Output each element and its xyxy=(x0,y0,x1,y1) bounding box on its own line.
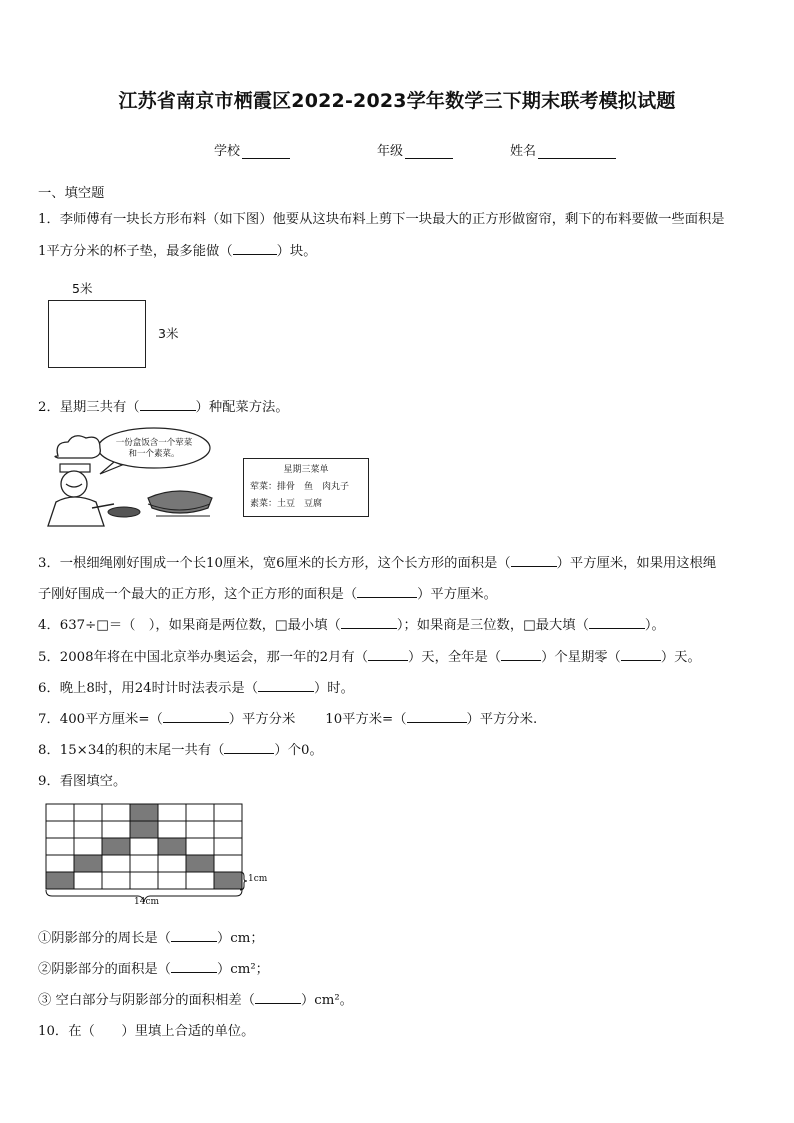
q7-blank-2[interactable] xyxy=(407,710,467,723)
q6-line xyxy=(38,677,354,696)
q6-answer-blank[interactable] xyxy=(258,679,314,692)
grid-cell xyxy=(74,838,102,855)
q7-line xyxy=(38,708,537,727)
q9-perimeter-blank[interactable] xyxy=(171,929,217,942)
q2-text-a: 2．星期三共有（ xyxy=(38,400,140,415)
grid-cell xyxy=(46,804,74,821)
grid-cell xyxy=(186,872,214,889)
q9-difference-blank[interactable] xyxy=(255,991,301,1004)
grade-blank[interactable] xyxy=(405,144,453,159)
school-label: 学校 xyxy=(214,144,241,159)
q4-line xyxy=(38,614,665,633)
grid-cell xyxy=(186,804,214,821)
q9-line: 9．看图填空。 xyxy=(38,774,127,789)
menu-veg: 素菜：土豆 豆腐 xyxy=(250,499,323,509)
q1-line1: 1．李师傅有一块长方形布料（如下图）他要从这块布料上剪下一块最大的正方形做窗帘，剩下的布料要做一些面积是 xyxy=(38,212,725,227)
grid-cell xyxy=(214,804,242,821)
q9-sub1-a: ①阴影部分的周长是（ xyxy=(38,931,171,946)
q5-text-d: ）天。 xyxy=(660,650,701,665)
q3-line1 xyxy=(38,552,716,571)
grid-cell xyxy=(214,821,242,838)
q1-width-label: 5米 xyxy=(72,281,93,296)
q8-text-b: ）个0。 xyxy=(274,743,323,758)
q3-text-a: 3．一根细绳刚好围成一个长10厘米，宽6厘米的长方形，这个长方形的面积是（ xyxy=(38,556,511,571)
q1-text-a: 1平方分米的杯子垫，最多能做（ xyxy=(38,244,233,259)
q10-line: 10．在（ ）里填上合适的单位。 xyxy=(38,1024,255,1039)
q8-line xyxy=(38,739,323,758)
grid-cell xyxy=(74,872,102,889)
grid-cell xyxy=(158,821,186,838)
q9-sub1-b: ）cm； xyxy=(216,931,264,946)
q5-text-b: ）天，全年是（ xyxy=(408,650,502,665)
grid-cell xyxy=(130,838,158,855)
grid-cell xyxy=(102,872,130,889)
grid-cell xyxy=(46,821,74,838)
q7-text-a: 7．400平方厘米=（ xyxy=(38,712,163,727)
grid-cell-shaded xyxy=(46,872,74,889)
q5-weeks-blank[interactable] xyxy=(501,648,541,661)
q7-text-b: ）平方分米 xyxy=(228,712,296,727)
section-heading: 一、填空题 xyxy=(38,186,105,201)
q4-max-blank[interactable] xyxy=(589,616,645,629)
school-blank[interactable] xyxy=(242,144,290,159)
grade-field xyxy=(377,140,453,159)
q5-line xyxy=(38,646,701,665)
grid-cell-shaded xyxy=(102,838,130,855)
grid-cell xyxy=(214,838,242,855)
grid-cells xyxy=(46,804,242,889)
grid-cell xyxy=(186,821,214,838)
q2-answer-blank[interactable] xyxy=(140,398,196,411)
speech-bubble-text: 一份盒饭含一个荤菜和一个素菜。 xyxy=(115,438,193,459)
grid-cell xyxy=(214,855,242,872)
q9-sub2-a: ②阴影部分的面积是（ xyxy=(38,962,171,977)
q2-line xyxy=(38,396,289,415)
grid-cell-shaded xyxy=(130,804,158,821)
q3-area-blank[interactable] xyxy=(511,554,557,567)
q3-text-b: ）平方厘米，如果用这根绳 xyxy=(556,556,717,571)
q8-text-a: 8．15×34的积的末尾一共有（ xyxy=(38,743,225,758)
q2-text-b: ）种配菜方法。 xyxy=(195,400,289,415)
q9-width-label: 14cm xyxy=(134,897,160,907)
q5-days-blank[interactable] xyxy=(621,648,661,661)
q1-height-label: 3米 xyxy=(158,326,179,341)
grid-cell xyxy=(130,855,158,872)
grid-cell xyxy=(130,872,158,889)
q1-line2 xyxy=(38,240,317,259)
grid-cell xyxy=(102,804,130,821)
q4-min-blank[interactable] xyxy=(341,616,397,629)
q9-grid-figure xyxy=(44,802,274,908)
q7-text-c: 10平方米=（ xyxy=(325,712,407,727)
q9-sub2-b: ）cm²； xyxy=(216,962,269,977)
menu-meat: 荤菜：排骨 鱼 肉丸子 xyxy=(250,482,350,492)
q7-text-d: ）平方分米. xyxy=(466,712,538,727)
q1-text-b: ）块。 xyxy=(276,244,317,259)
grid-cell xyxy=(74,804,102,821)
q9-sub3-b: ）cm²。 xyxy=(300,993,353,1008)
grid-cell-shaded xyxy=(186,855,214,872)
q5-feb-blank[interactable] xyxy=(368,648,408,661)
q8-answer-blank[interactable] xyxy=(224,741,274,754)
grid-cell xyxy=(46,838,74,855)
name-blank[interactable] xyxy=(538,144,616,159)
grid-cell xyxy=(158,855,186,872)
page-title: 江苏省南京市栖霞区2022-2023学年数学三下期末联考模拟试题 xyxy=(118,90,676,112)
grid-cell xyxy=(158,872,186,889)
q6-text-a: 6．晚上8时，用24时计时法表示是（ xyxy=(38,681,258,696)
menu-box xyxy=(243,458,369,517)
q9-sub3-a: ③ 空白部分与阴影部分的面积相差（ xyxy=(38,993,255,1008)
q4-text-b: ）；如果商是三位数，□最大填（ xyxy=(396,618,589,633)
q3-square-blank[interactable] xyxy=(357,585,417,598)
grade-label: 年级 xyxy=(377,144,404,159)
grid-cell xyxy=(74,821,102,838)
grid-cell-shaded xyxy=(130,821,158,838)
grid-cell-shaded xyxy=(74,855,102,872)
q9-sub2 xyxy=(38,958,269,977)
q3-line2 xyxy=(38,583,497,602)
q9-cell-label: 1cm xyxy=(248,874,268,884)
q9-sub3 xyxy=(38,989,353,1008)
grid-cell xyxy=(46,855,74,872)
grid-cell xyxy=(186,838,214,855)
name-field xyxy=(510,140,616,159)
grid-cell xyxy=(102,821,130,838)
q7-blank-1[interactable] xyxy=(163,710,229,723)
grid-cell xyxy=(158,804,186,821)
q3-text-d: ）平方厘米。 xyxy=(417,587,497,602)
q4-text-c: ）。 xyxy=(644,618,665,633)
q9-sub1 xyxy=(38,927,264,946)
q6-text-b: ）时。 xyxy=(314,681,354,696)
grid-cell-shaded xyxy=(214,872,242,889)
school-field xyxy=(214,140,290,159)
q9-area-blank[interactable] xyxy=(171,960,217,973)
q1-rectangle-figure xyxy=(48,300,146,368)
menu-title: 星期三菜单 xyxy=(283,465,329,475)
q5-text-a: 5．2008年将在中国北京举办奥运会，那一年的2月有（ xyxy=(38,650,368,665)
q1-answer-blank[interactable] xyxy=(233,242,277,255)
name-label: 姓名 xyxy=(510,144,537,159)
q5-text-c: ）个星期零（ xyxy=(541,650,621,665)
q4-text-a: 4．637÷□＝（ ），如果商是两位数，□最小填（ xyxy=(38,618,341,633)
q3-text-c: 子刚好围成一个最大的正方形，这个正方形的面积是（ xyxy=(38,587,358,602)
grid-cell xyxy=(102,855,130,872)
grid-cell-shaded xyxy=(158,838,186,855)
